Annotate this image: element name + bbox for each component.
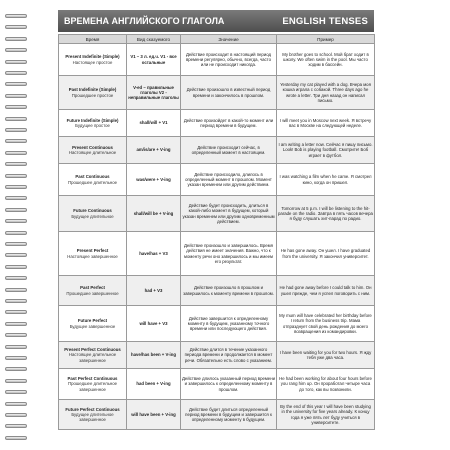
table-row [59, 110, 375, 137]
meaning-cell: Действие произошло и завершилось. Время действия не имеет значения. Важно, что к моменту речи оно завершилось и мы имеем его результат. [181, 232, 277, 276]
tense-name-en: Future Perfect Continuous [65, 406, 120, 412]
tense-cell [59, 232, 127, 276]
spiral-ring [5, 356, 27, 360]
tense-name-ru: Будущее длительное завершенное [71, 411, 114, 423]
table-row [59, 306, 375, 342]
spiral-ring [5, 71, 27, 75]
meaning-cell: Действие длится в течение указанного периода времени и продолжается в момент речи. Обязательно есть слово с указанием. [181, 342, 277, 369]
formula-cell: will have been + V-ing [127, 400, 181, 430]
spiral-ring [5, 288, 27, 292]
spiral-ring [5, 185, 27, 189]
table-row [59, 400, 375, 430]
spiral-ring [5, 60, 27, 64]
tense-name-ru: Будущее простое [75, 123, 110, 128]
spiral-ring [5, 310, 27, 314]
tenses-table [58, 34, 375, 430]
table-row [59, 164, 375, 196]
spiral-ring [5, 299, 27, 303]
tense-cell [59, 196, 127, 232]
example-cell: I will meet you in Moscow next week. Я встречу вас в Москве на следующей неделе. [277, 110, 375, 137]
formula-cell: shall/will + V1 [127, 110, 181, 137]
spiral-ring [5, 333, 27, 337]
example-cell: Yesterday my cat played with a dog. Вчера моя кошка играла с собакой. Three days ago he wrote a letter. Три дня назад он написал письмо. [277, 76, 375, 110]
table-row [59, 196, 375, 232]
tense-cell [59, 164, 127, 196]
formula-cell: shall/will be + V-ing [127, 196, 181, 232]
meaning-cell: Действие происходит сейчас, в определенный момент в настоящем. [181, 137, 277, 164]
spiral-ring [5, 231, 27, 235]
tense-name-ru: Настоящее длительное [68, 150, 117, 155]
tense-cell [59, 110, 127, 137]
tense-cell [59, 44, 127, 76]
spiral-ring [5, 117, 27, 121]
tense-name-en: Present Perfect [76, 248, 109, 254]
meaning-cell: Действие произошло в прошлом и завершилось к моменту времени в прошлом. [181, 276, 277, 306]
example-cell: He had been working for about four hours before you rang him up. Он проработал четыре часа до того, как вы позвонили. [277, 369, 375, 400]
tense-name-ru: Прошедшее завершенное [66, 290, 119, 296]
meaning-cell: Действие длилось указанный период времени и завершилось к определенному моменту в прошлом. [181, 369, 277, 400]
formula-cell: had been + V-ing [127, 369, 181, 400]
tense-name-en: Future Continuous [73, 208, 112, 214]
spiral-ring [5, 196, 27, 200]
table-header-row [59, 35, 375, 44]
example-cell: I was watching a film when he came. Я смотрел кино, когда он пришел. [277, 164, 375, 196]
spiral-ring [5, 37, 27, 41]
tense-cell [59, 400, 127, 430]
table-row [59, 44, 375, 76]
tense-name-en: Present Indefinite (Simple) [65, 54, 120, 60]
meaning-cell: Действие происходит в настоящий период времени регулярно, обычно, всегда, часто или не происходит никогда. [181, 44, 277, 76]
formula-cell: am/is/are + V-ing [127, 137, 181, 164]
example-cell: My mum will have celebrated her birthday before I return from the business trip. Мама отпразднует свой день рождения до моего возвращения из командировки. [277, 306, 375, 342]
spiral-ring [5, 128, 27, 132]
spiral-ring [5, 413, 27, 417]
formula-cell: had + V3 [127, 276, 181, 306]
spiral-ring [5, 345, 27, 349]
table-row [59, 342, 375, 369]
spiral-ring [5, 379, 27, 383]
tense-cell [59, 137, 127, 164]
table-row [59, 76, 375, 110]
column-header-tense: Время [59, 35, 127, 44]
tense-name-en: Past Continuous [75, 174, 110, 180]
spiral-ring [5, 208, 27, 212]
table-row [59, 369, 375, 400]
spiral-ring [5, 48, 27, 52]
column-header-meaning: Значение [181, 35, 277, 44]
column-header-example: Пример [277, 35, 375, 44]
example-cell: He has gone away. Он ушел. I have graduated from the university. Я закончил университет. [277, 232, 375, 276]
table-row [59, 137, 375, 164]
example-cell: He had gone away before I could talk to him. Он ушел прежде, чем я успел поговорить с ним. [277, 276, 375, 306]
meaning-cell: Действие произойдет в какой-то момент или период времени в будущем. [181, 110, 277, 137]
tense-cell [59, 76, 127, 110]
formula-cell: will have + V3 [127, 306, 181, 342]
table-row [59, 276, 375, 306]
spiral-ring [5, 82, 27, 86]
meaning-cell: Действие произошло в известный период времени и закончилось в прошлом. [181, 76, 277, 110]
spiral-ring [5, 390, 27, 394]
example-cell: I am writing a letter now. Сейчас я пишу письмо. Look! Bob is playing football. Смотрите! Боб играет в футбол. [277, 137, 375, 164]
meaning-cell: Действие будет длиться определенный период времени в будущем и завершится к определенному моменту в будущем. [181, 400, 277, 430]
header-title-en: ENGLISH TENSES [282, 15, 368, 27]
example-cell: I have been waiting for you for two hours. Я жду тебя уже два часа. [277, 342, 375, 369]
tense-name-en: Past Perfect Continuous [67, 376, 118, 382]
page-header [58, 10, 374, 32]
spiral-ring [5, 162, 27, 166]
tense-name-ru: Прошедшее длительное завершенное [67, 381, 118, 392]
meaning-cell: Действие происходило, длилось в определенный момент в прошлом. Момент указан временем или другим действием. [181, 164, 277, 196]
spiral-ring [5, 105, 27, 109]
spiral-ring [5, 219, 27, 223]
tense-cell [59, 276, 127, 306]
tense-name-ru: Настоящее простое [72, 59, 113, 65]
example-cell: My brother goes to school. Мой брат ходит в школу. We often swim in the pool. Мы часто ходим в бассейн. [277, 44, 375, 76]
header-title-ru: ВРЕМЕНА АНГЛИЙСКОГО ГЛАГОЛА [64, 16, 225, 26]
tense-name-en: Present Continuous [72, 144, 113, 150]
spiral-ring [5, 424, 27, 428]
formula-cell: have/has + V3 [127, 232, 181, 276]
spiral-ring [5, 94, 27, 98]
formula-cell: have/has been + V-ing [127, 342, 181, 369]
spiral-ring [5, 253, 27, 257]
spiral-ring [5, 14, 27, 18]
column-header-formula: Вид сказуемого [127, 35, 181, 44]
tense-name-ru: Настоящее завершенное [67, 253, 118, 259]
tense-name-ru: Будущее завершенное [69, 323, 116, 329]
tense-name-en: Present Perfect Continuous [64, 347, 121, 353]
spiral-ring [5, 265, 27, 269]
spiral-ring [5, 402, 27, 406]
spiral-ring [5, 151, 27, 155]
tense-name-ru: Настоящее длительное завершенное [68, 352, 117, 363]
spiral-ring [5, 276, 27, 280]
formula-cell: V-ed – правильные глаголы V2 - неправильные глаголы [127, 76, 181, 110]
tense-cell [59, 306, 127, 342]
spiral-ring [5, 322, 27, 326]
example-cell: By the end of this year I will have been studying in the university for five years already. К концу года я уже пять лет буду учиться в университете. [277, 400, 375, 430]
tense-name-en: Future Indefinite (Simple) [66, 117, 119, 123]
meaning-cell: Действие завершится к определенному моменту в будущем, указанному точного времени или последующего действия. [181, 306, 277, 342]
tense-name-ru: Прошедшее длительное [67, 179, 118, 185]
spiral-ring [5, 139, 27, 143]
tense-name-en: Past Indefinite (Simple) [68, 87, 117, 93]
spiral-ring [5, 436, 27, 440]
spiral-ring [5, 367, 27, 371]
formula-cell: was/were + V-ing [127, 164, 181, 196]
meaning-cell: Действие будет происходить, длиться в какой-либо момент в будущем, который указан временем или другим одновременным действием. [181, 196, 277, 232]
tense-name-ru: Прошедшее простое [71, 92, 114, 98]
tense-name-en: Future Perfect [77, 318, 108, 324]
formula-cell: V1 – 3 л. ед.ч. V1 - все остальные [127, 44, 181, 76]
spiral-ring [5, 25, 27, 29]
spiral-ring [5, 242, 27, 246]
tense-name-ru: Будущее длительное [71, 213, 114, 219]
tense-cell [59, 369, 127, 400]
table-row [59, 232, 375, 276]
example-cell: Tomorrow at 5 p.m. I will be listening to the hit-parade on the radio. Завтра в пять часов вечера я буду слушать хит-парад по радио. [277, 196, 375, 232]
tense-name-en: Past Perfect [80, 285, 105, 291]
spiral-ring [5, 174, 27, 178]
tense-cell [59, 342, 127, 369]
